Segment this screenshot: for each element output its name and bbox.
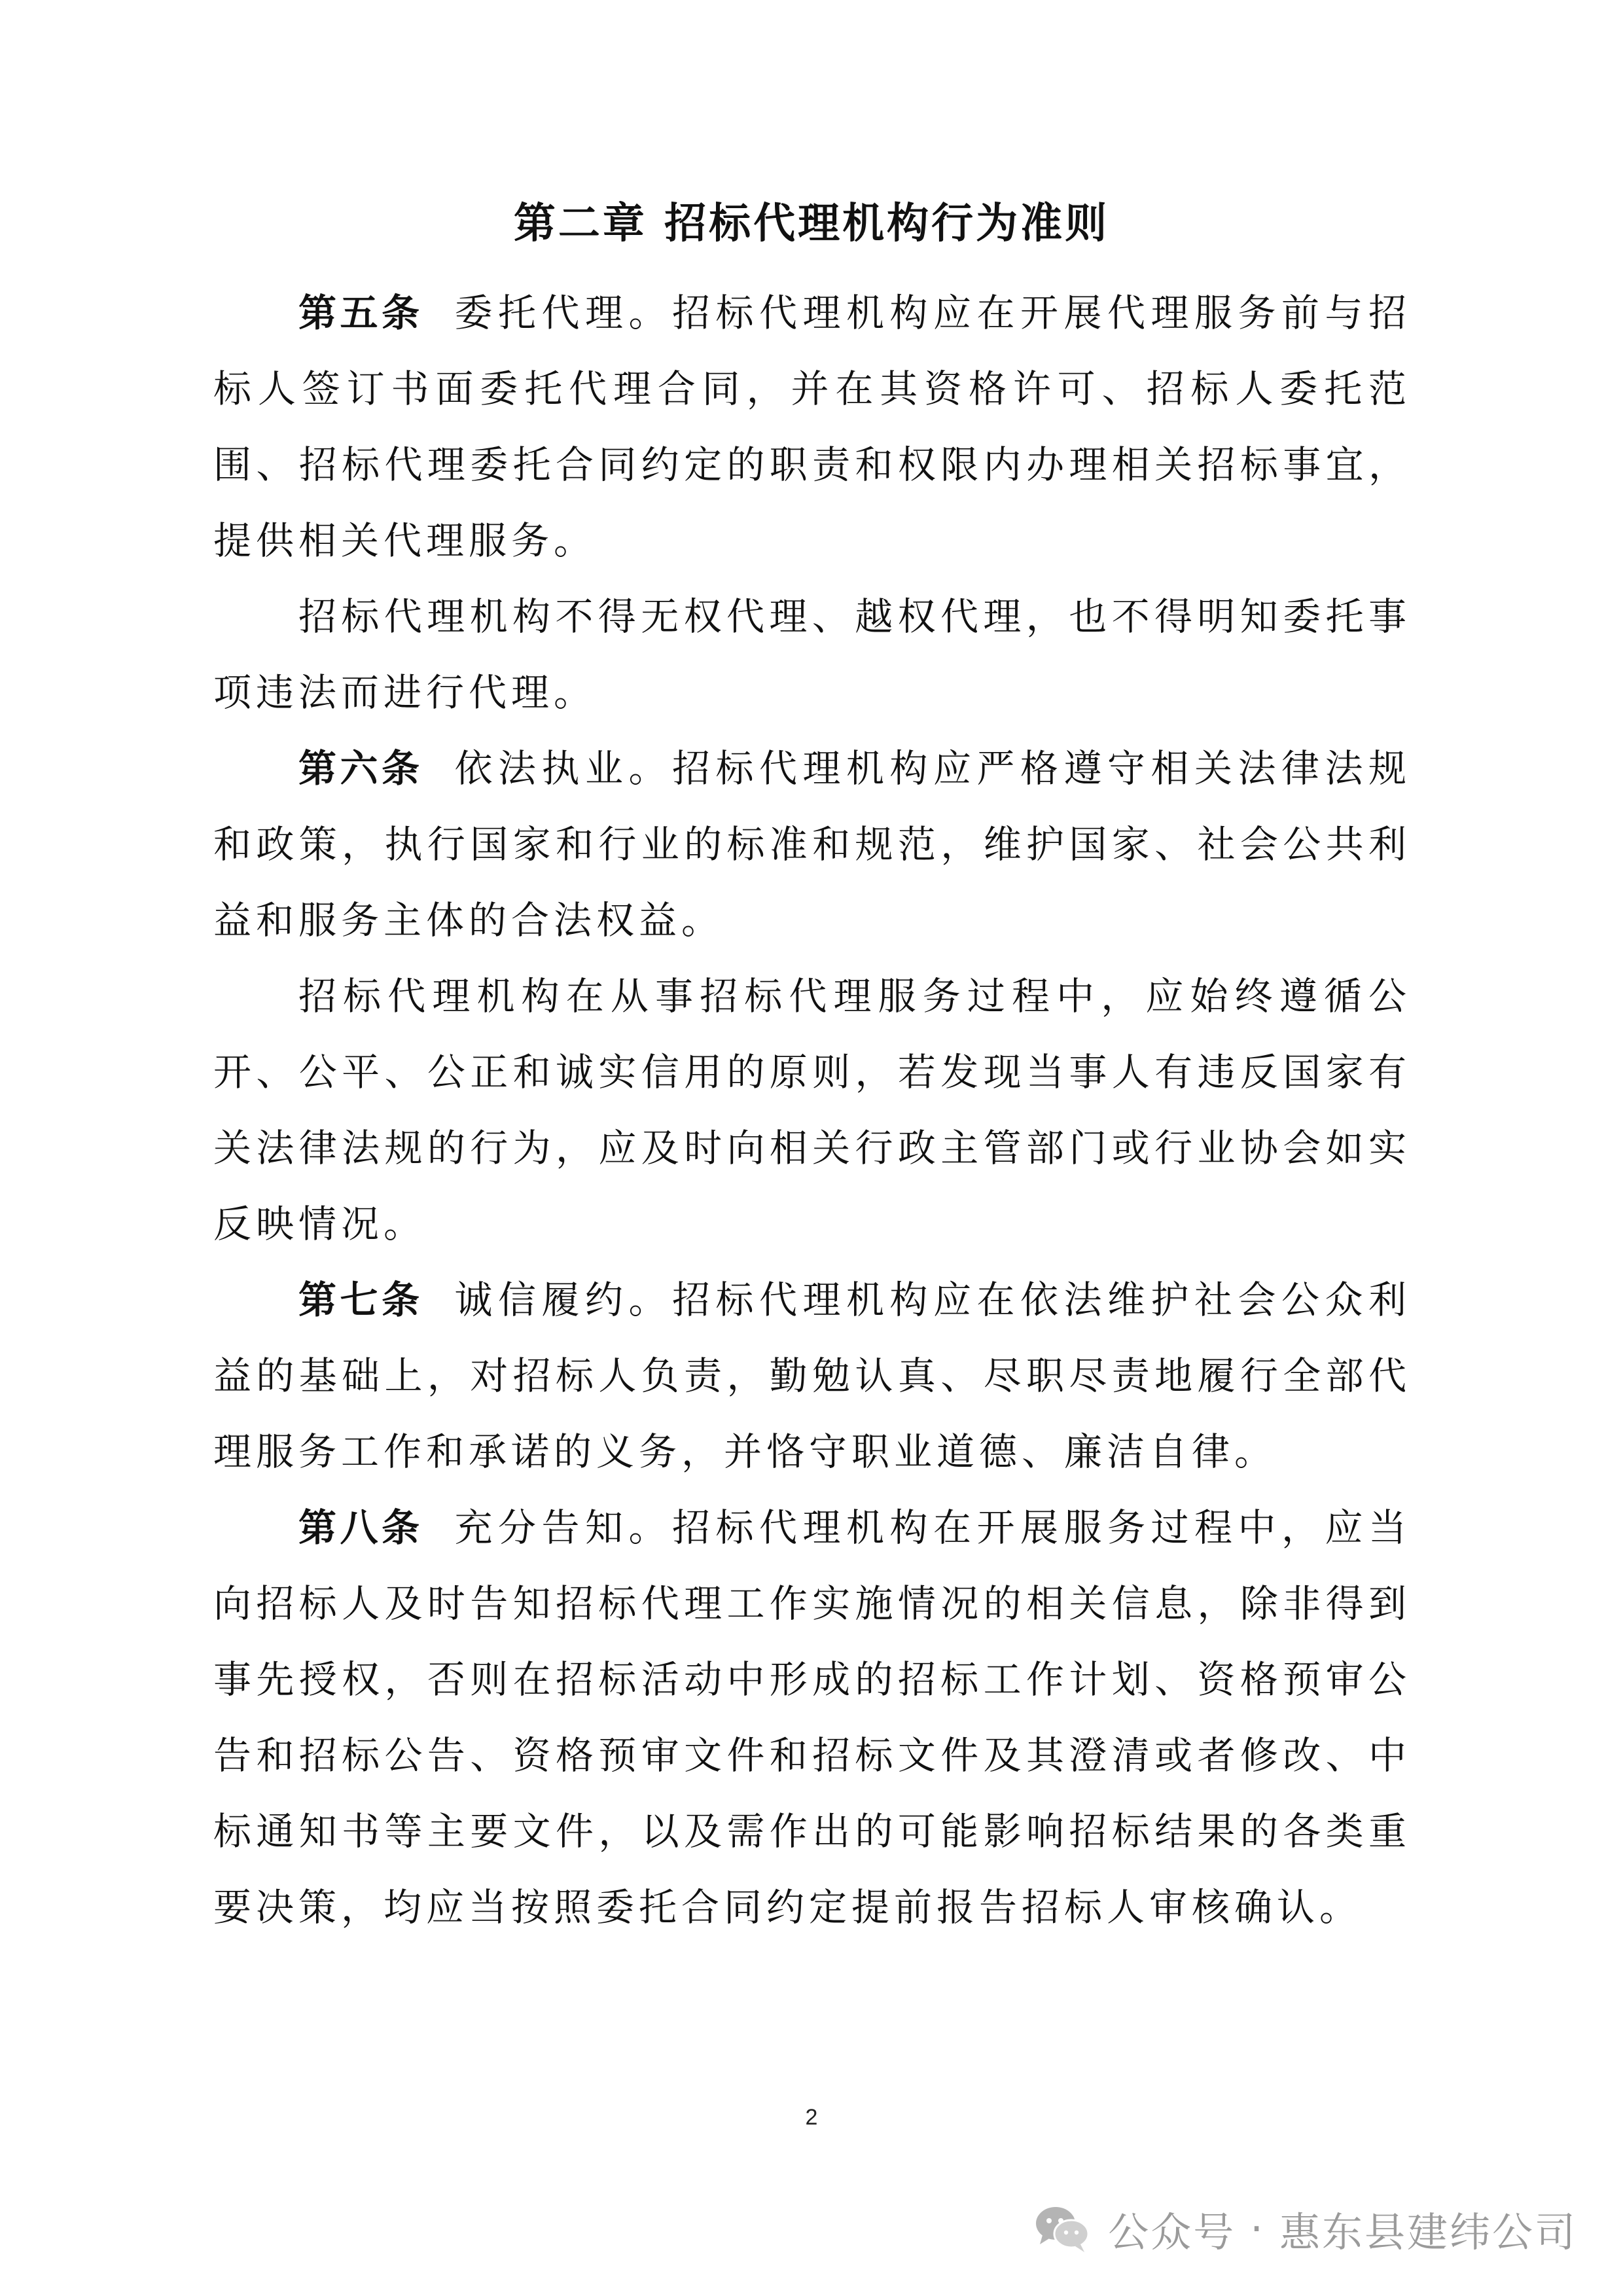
paragraph-article-8 <box>213 1490 1411 1945</box>
paragraph-text: 依法执业。招标代理机构应严格遵守相关法律法规和政策，执行国家和行业的标准和规范，维护国家、社会公共利益和服务主体的合法权益。 <box>213 746 1411 942</box>
paragraph-text: 委托代理。招标代理机构应在开展代理服务前与招标人签订书面委托代理合同，并在其资格许可、招标人委托范围、招标代理委托合同约定的职责和权限内办理相关招标事宜，提供相关代理服务。 <box>213 291 1411 563</box>
paragraph-article-6 <box>213 730 1411 958</box>
paragraph-text: 招标代理机构在从事招标代理服务过程中，应始终遵循公开、公平、公正和诚实信用的原则，若发现当事人有违反国家有关法律法规的行为，应及时向相关行政主管部门或行业协会如实反映情况。 <box>213 974 1411 1246</box>
paragraph-article-7 <box>213 1262 1411 1490</box>
chapter-title: 第二章 招标代理机构行为准则 <box>513 200 1110 248</box>
paragraph-article-6-cont <box>213 958 1411 1262</box>
article-number: 第六条 <box>298 746 423 791</box>
paragraph-text: 诚信履约。招标代理机构应在依法维护社会公众利益的基础上，对招标人负责，勤勉认真、尽职尽责地履行全部代理服务工作和承诺的义务，并恪守职业道德、廉洁自律。 <box>213 1278 1411 1474</box>
page-number: 2 <box>805 2105 818 2130</box>
watermark <box>1033 2193 1577 2265</box>
body-text <box>213 275 1411 1945</box>
article-number: 第五条 <box>298 291 423 335</box>
watermark-account: 惠东县建纬公司 <box>1279 2208 1577 2256</box>
wechat-icon <box>1033 2204 1091 2253</box>
paragraph-article-5 <box>213 275 1411 579</box>
paragraph-text: 充分告知。招标代理机构在开展服务过程中，应当向招标人及时告知招标代理工作实施情况的相关信息，除非得到事先授权，否则在招标活动中形成的招标工作计划、资格预审公告和招标公告、资格预审文件和招标文件及其澄清或者修改、中标通知书等主要文件，以及需作出的可能影响招标结果的各类重要决策，均应当按照委托合同约定提前报告招标人审核确认。 <box>213 1505 1411 1929</box>
article-number: 第八条 <box>298 1505 423 1550</box>
watermark-prefix: 公众号 <box>1108 2208 1236 2256</box>
paragraph-text: 招标代理机构不得无权代理、越权代理，也不得明知委托事项违法而进行代理。 <box>213 594 1411 715</box>
paragraph-article-5-cont <box>213 579 1411 730</box>
watermark-separator: · <box>1250 2204 1265 2253</box>
article-number: 第七条 <box>298 1278 423 1322</box>
